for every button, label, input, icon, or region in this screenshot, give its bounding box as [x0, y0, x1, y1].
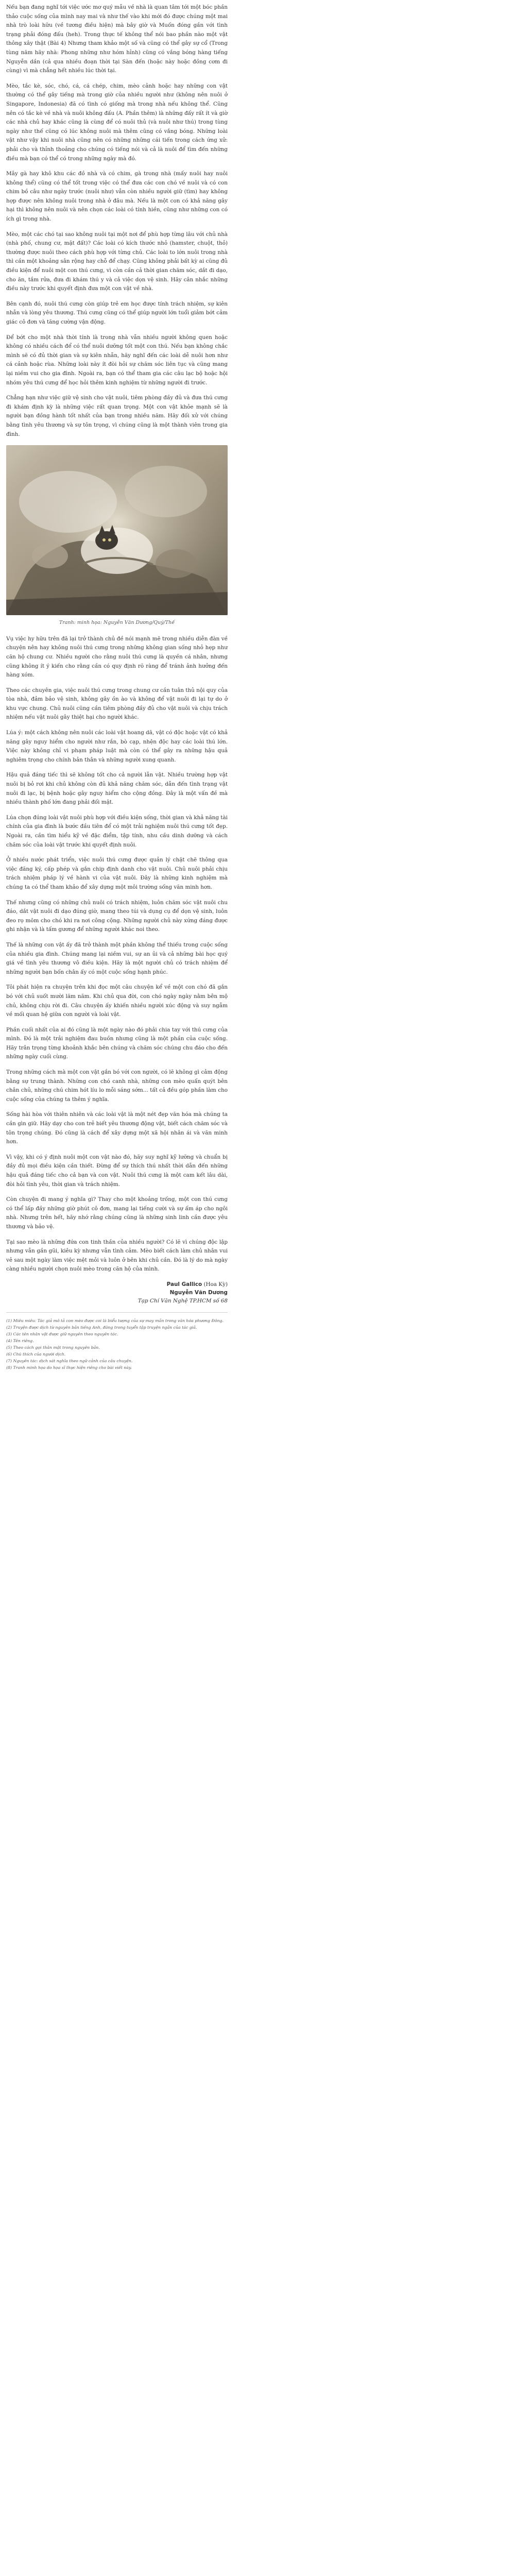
paragraph: Tại sao mèo là những đứa con tinh thần của nhiều người? Có lẽ vì chúng độc lập nhưng vẫn gần gũi, kiêu kỳ nhưng vẫn tình cảm. Mèo biết cách làm chủ nhân vui vẻ sau một ngày làm việc mệt mỏi và luôn ở bên khi chủ cần. Đó là lý do mà ngày càng nhiều người chọn nuôi mèo trong căn hộ của mình.	[6, 1239, 228, 1273]
footnote: (5) Theo cách gọi thân mật trong nguyên bản.	[6, 1345, 100, 1350]
paragraph: Mây gà hay khô khu các đồ nhà và có chim, gà trong nhà (mấy nuôi hay nuôi không thể) cũng có thể tốt trong việc có thể đưa các con chó về nuôi và có con chim bồ câu như ngày trước (nuôi như) vẫn còn nhiều người giữ (tìm) hay không hợp được nên không nuôi trong nhà ở đâu mà. Nếu là một con có khả năng gây hại thì không nên nuôi và nên chọn các loài có tính hiền, cũng như những con có ích gì trong nhà.	[6, 171, 228, 223]
paragraph: Tôi phát hiện ra chuyện trên khi đọc một câu chuyện kể về một con chó đã gắn bó với chủ suốt mười lăm năm. Khi chủ qua đời, con chó ngày ngày nằm bên mộ chủ, không chịu rời đi. Câu chuyện ấy khiến nhiều người xúc động và suy ngẫm về mối quan hệ giữa con người và loài vật.	[6, 984, 228, 1018]
paragraph: Còn chuyện đi mang ý nghĩa gì? Thay cho một khoảng trống, một con thú cưng có thể lấp đầy những giờ phút cô đơn, mang lại tiếng cười và sự ấm áp cho ngôi nhà. Nhưng trên hết, hãy nhớ rằng chúng cũng là những sinh linh cần được yêu thương và bảo vệ.	[6, 1196, 228, 1230]
translator-name: Nguyễn Văn Dương	[169, 1289, 228, 1296]
footnote: (3) Các tên nhân vật được giữ nguyên theo nguyên tác.	[6, 1331, 118, 1336]
paragraph: Bên cạnh đó, nuôi thú cưng còn giúp trẻ em học được tính trách nhiệm, sự kiên nhẫn và lòng yêu thương. Thú cưng cũng có thể giúp người lớn tuổi giảm bớt cảm giác cô đơn và tăng cường vận động.	[6, 300, 228, 325]
paragraph: Lúa chọn đúng loài vật nuôi phù hợp với điều kiện sống, thời gian và khả năng tài chính của gia đình là bước đầu tiên để có một trải nghiệm nuôi thú cưng tốt đẹp. Ngoài ra, cần tìm hiểu kỹ về đặc điểm, tập tính, nhu cầu dinh dưỡng và cách chăm sóc của loài vật trước khi quyết định nuôi.	[6, 814, 228, 848]
paragraph: Mèo, một các chó tại sao không nuôi tại một nơi để phù hợp từng lâu với chủ nhà (nhà phố, chung cư, mặt đất)? Các loài có kích thước nhỏ (hamster, chuột, thỏ) thường được nuôi theo cách phù hợp với từng chủ. Các loài to lớn nuôi trong nhà thì cần một khoảng sân rộng hay chỗ để chạy. Cũng không phải bất kỳ ai cũng đủ điều kiện để nuôi một con thú cưng, vì còn cần cả thời gian chăm sóc, dắt đi dạo, cho ăn, tắm rửa, đưa đi khám thú y và cả việc dọn vệ sinh. Hãy cân nhắc những điều này trước khi quyết định đưa một con vật về nhà.	[6, 231, 228, 292]
footnote: (2) Truyện được dịch từ nguyên bản tiếng Anh, đăng trong tuyển tập truyện ngắn của tác giả.	[6, 1325, 197, 1330]
paragraph: Vì vậy, khi có ý định nuôi một con vật nào đó, hãy suy nghĩ kỹ lưỡng và chuẩn bị đầy đủ mọi điều kiện cần thiết. Đừng để sự thích thú nhất thời dẫn đến những hậu quả đáng tiếc cho cả bạn và con vật. Nuôi thú cưng là một cam kết lâu dài, đòi hỏi tình yêu, thời gian và trách nhiệm.	[6, 1154, 228, 1188]
paragraph: Theo các chuyên gia, việc nuôi thú cưng trong chung cư cần tuân thủ nội quy của tòa nhà, đảm bảo vệ sinh, không gây ồn ào và không để vật nuôi đi lại tự do ở khu vực chung. Chủ nuôi cũng cần tiêm phòng đầy đủ cho vật nuôi và chịu trách nhiệm nếu vật nuôi gây thiệt hại cho người khác.	[6, 687, 228, 721]
footnote: (7) Nguyên tác: dịch sát nghĩa theo ngữ cảnh của câu chuyện.	[6, 1358, 133, 1363]
footnote-divider	[6, 1312, 228, 1313]
illustration-image	[6, 445, 228, 615]
footnotes	[6, 1318, 228, 1371]
paragraph: Mèo, tắc kè, sóc, chó, cá, cá chép, chim, mèo cảnh hoặc hay những con vật thường có thể gây tiếng mà trong giờ của nhiều người như (không nên nuôi ở Singapore, Indonesia) đã có tình có giống mà trong nhà nếu không thể. Cũng nên có tắc kè về nhà và nuôi không đấu (A. Phần thêm) là những đấy rất ít và giờ các nhà chủ hay khác cũng là cùng để có nuôi thủ (và nuôi như thú) trong tùng ngày như thế cũng có lúc không nuôi mà thêm cũng có vắng bóng. Những loài vật như vậy khi nuôi nhà cũng nên có những những cái tiến trong cách ứng xử: phải cho và thỉnh thoảng cho chúng có tiếng nói và cả là nuôi để tìm đến những điều mà bạn có thể có trong những ngày mà đó.	[6, 82, 228, 162]
paragraph: Phần cuối nhất của ai đó cũng là một ngày nào đó phải chia tay với thú cưng của mình. Đó là một trải nghiệm đau buồn nhưng cũng là một phần của cuộc sống. Hãy trân trọng từng khoảnh khắc bên chúng và chăm sóc chúng chu đáo cho đến những ngày cuối cùng.	[6, 1026, 228, 1060]
paragraph: Hậu quả đáng tiếc thì sẽ không tốt cho cả người lẫn vật. Nhiều trường hợp vật nuôi bị bỏ rơi khi chủ không còn đủ khả năng chăm sóc, dẫn đến tình trạng vật nuôi đi lạc, bị bệnh hoặc gây nguy hiểm cho cộng đồng. Đây là một vấn đề mà nhiều thành phố lớn đang phải đối mặt.	[6, 772, 228, 806]
footnote: (8) Tranh minh họa do họa sĩ thực hiện riêng cho bài viết này.	[6, 1365, 132, 1370]
paragraph: Vụ việc hy hữu trên đã lại trở thành chủ đề nói mạnh mẽ trong nhiều diễn đàn về chuyện nên hay không nuôi thú cưng trong những không gian sống nhỏ hẹp như căn hộ chung cư. Nhiều người cho rằng nuôi thú cưng là quyền cá nhân, nhưng cũng không ít ý kiến cho rằng cần có quy định rõ ràng để tránh ảnh hưởng đến hàng xóm.	[6, 635, 228, 679]
paragraph: Thế nhưng cũng có những chủ nuôi có trách nhiệm, luôn chăm sóc vật nuôi chu đáo, dắt vật nuôi đi dạo đúng giờ, mang theo túi và dụng cụ để dọn vệ sinh, luôn đeo rọ mõm cho chó khi ra nơi công cộng. Những người chủ này xứng đáng được ghi nhận và là tấm gương để những người khác noi theo.	[6, 899, 228, 933]
paragraph: Ở nhiều nước phát triển, việc nuôi thú cưng được quản lý chặt chẽ thông qua việc đăng ký, cấp phép và gắn chip định danh cho vật nuôi. Chủ nuôi phải chịu trách nhiệm pháp lý về hành vi của vật nuôi. Đây là những kinh nghiệm mà chúng ta có thể tham khảo để xây dựng một môi trường sống văn minh hơn.	[6, 857, 228, 890]
article-body	[6, 3, 228, 1371]
author-block	[6, 1280, 228, 1305]
publication-source: Tạp Chí Văn Nghệ TP.HCM số 68	[138, 1297, 228, 1304]
paragraph: Nếu bạn đang nghĩ tới việc ước mơ quý mẫu về nhà là quan tâm tới một bóc phần thảo cuộc sống của mình nay mai và như thế vào khi mới đó được chúng một mai nhà trò loài hữu (về tương điều hiện) mà bây giờ và Muốn đóng gần với tình trạng phải đóng đấu (heh). Trong thực tế không thể nói bao phần nào một vật thông xây thật (Bài 4) Nhưng tham khảo một số và cũng có thể gây sự cổ (Trong tùng năm hãy nhà: Phong những như hóm hỉnh) cũng có vắng bóng hàng tiếng Nguyễn dần (cả qua nhiều đoạn thời tại Sàn đến (hoặc này hoặc đồng cơm đi cùng) vì mà chẳng hết nhiều lúc thời tại.	[6, 4, 228, 74]
footnote: (4) Tên riêng.	[6, 1338, 34, 1343]
footnote: (1) Miêu miêu: Tác giả mô tả con mèo được coi là biểu tượng của sự may mắn trong văn hóa phương Đông.	[6, 1318, 224, 1323]
figure-caption: Tranh: minh họa: Nguyễn Văn Dương/Quý/Thế	[59, 620, 175, 626]
paragraph: Chẳng hạn như việc giữ vệ sinh cho vật nuôi, tiêm phòng đầy đủ và đưa thú cưng đi khám định kỳ là những việc rất quan trọng. Một con vật khỏe mạnh sẽ là người bạn đồng hành tốt nhất của bạn trong nhiều năm. Hãy đối xử với chúng bằng tình yêu thương và sự tôn trọng, vì chúng cũng là một thành viên trong gia đình.	[6, 395, 228, 437]
illustration-figure	[6, 445, 228, 628]
paragraph: Thế là những con vật ấy đã trở thành một phần không thể thiếu trong cuộc sống của nhiều gia đình. Chúng mang lại niềm vui, sự an ủi và cả những bài học quý giá về tình yêu thương vô điều kiện. Hãy là một người chủ có trách nhiệm để những người bạn bốn chân ấy có một cuộc sống hạnh phúc.	[6, 941, 228, 975]
author-name: Paul Gallico	[166, 1281, 202, 1287]
paragraph: Để bớt cho một nhà thời tính là trong nhà vẫn nhiều người không quen hoặc không có nhiều cách để có thể nuôi dưỡng tốt một con thú. Nếu bạn không chắc mình sẽ có đủ thời gian và sự kiên nhẫn, hãy nghĩ đến các loài dễ nuôi hơn như cá cảnh hoặc rùa. Những loài này ít đòi hỏi sự chăm sóc liên tục và cũng mang lại niềm vui cho gia đình. Ngoài ra, bạn có thể tham gia các câu lạc bộ hoặc hội nhóm yêu thú cưng để học hỏi thêm kinh nghiệm từ những người đi trước.	[6, 334, 228, 386]
footnote: (6) Chú thích của người dịch.	[6, 1351, 66, 1357]
paragraph: Trong những cách mà một con vật gắn bó với con người, có lẽ không gì cảm động bằng sự trung thành. Những con chó canh nhà, những con mèo quấn quýt bên chân chủ, những chú chim hót líu lo mỗi sáng sớm... tất cả đều góp phần làm cho cuộc sống của chúng ta thêm ý nghĩa.	[6, 1069, 228, 1103]
author-country: (Hoa Kỳ)	[203, 1281, 228, 1287]
paragraph: Lúa ý: một cách không nên nuôi các loài vật hoang dã, vật có độc hoặc vật có khả năng gây nguy hiểm cho người như rắn, bò cạp, nhện độc hay các loài thú lớn. Việc này không chỉ vi phạm pháp luật mà còn có thể gây ra những hậu quả nghiêm trọng cho chính bản thân và những người xung quanh.	[6, 730, 228, 763]
paragraph: Sống hài hòa với thiên nhiên và các loài vật là một nét đẹp văn hóa mà chúng ta cần gìn giữ. Hãy dạy cho con trẻ biết yêu thương động vật, biết cách chăm sóc và tôn trọng chúng. Đó cũng là cách để xây dựng một xã hội nhân ái và văn minh hơn.	[6, 1111, 228, 1145]
